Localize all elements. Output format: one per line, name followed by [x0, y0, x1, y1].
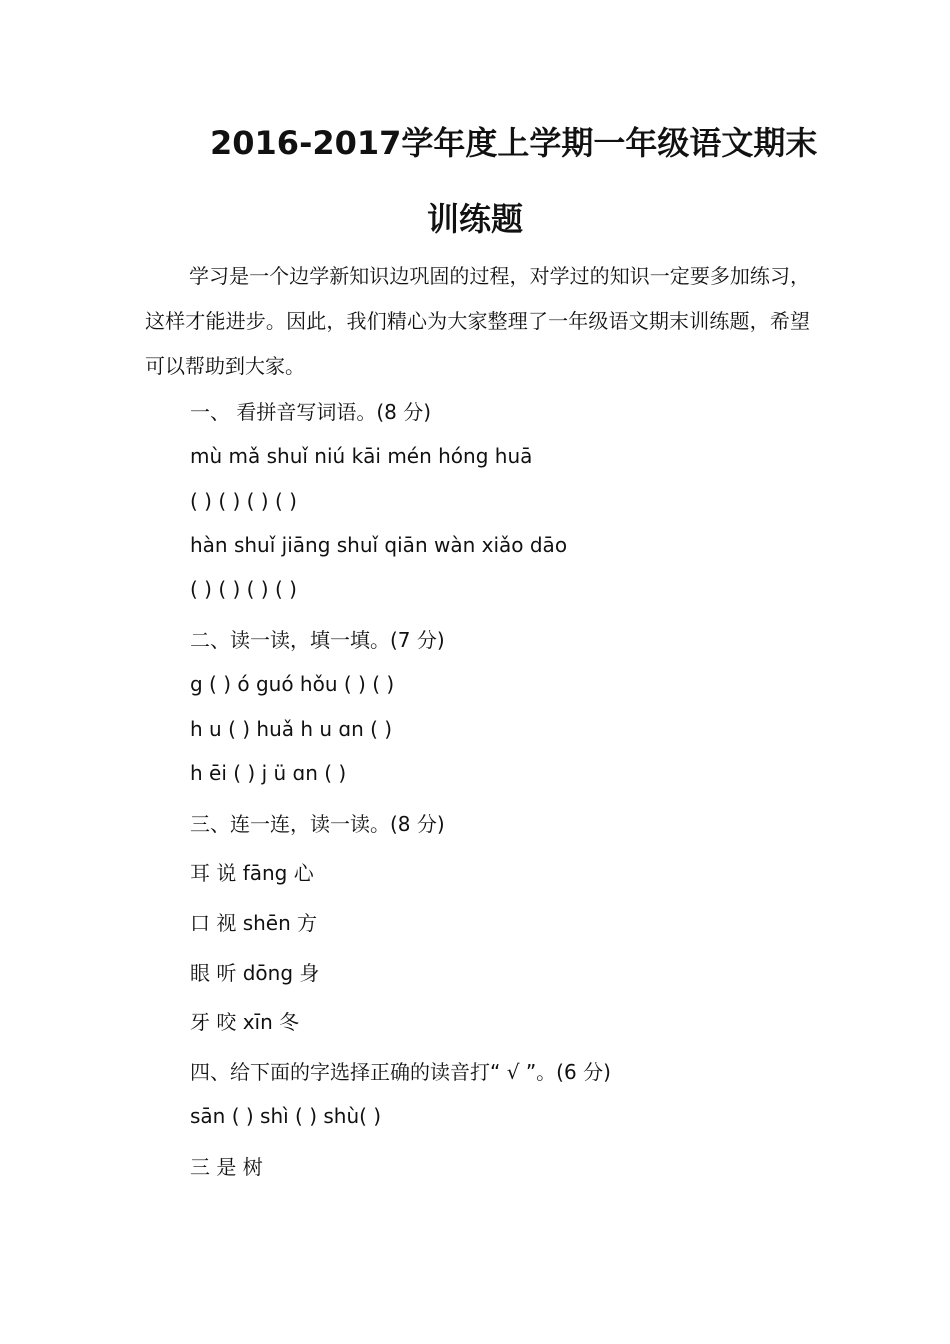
pinyin-line: hàn shuǐ jiāng shuǐ qiān wàn xiǎo dāo [190, 533, 568, 557]
section-3-heading: 三、连一连，读一读。(8 分) [190, 812, 445, 836]
matching-line: 牙 咬 xīn 冬 [190, 1010, 300, 1034]
character-line: 三 是 树 [190, 1155, 263, 1179]
section-1-heading: 一、 看拼音写词语。(8 分) [190, 400, 432, 424]
section-4-heading: 四、给下面的字选择正确的读音打“ √ ”。(6 分) [190, 1060, 611, 1084]
exercise-line: g ( ) ó guó hǒu ( ) ( ) [190, 672, 395, 696]
pinyin-line: mù mǎ shuǐ niú kāi mén hóng huā [190, 444, 533, 468]
matching-line: 眼 听 dōng 身 [190, 961, 320, 985]
section-2-heading: 二、读一读，填一填。(7 分) [190, 628, 445, 652]
document-title-line-2: 训练题 [426, 200, 523, 238]
blank-line: ( ) ( ) ( ) ( ) [190, 489, 297, 513]
document-title-line-1: 2016-2017学年度上学期一年级语文期末 [210, 124, 818, 162]
exercise-line: h ēi ( ) j ü ɑn ( ) [190, 761, 347, 785]
blank-line: ( ) ( ) ( ) ( ) [190, 577, 297, 601]
matching-line: 口 视 shēn 方 [190, 911, 318, 935]
exercise-line: h u ( ) huǎ h u ɑn ( ) [190, 717, 393, 741]
matching-line: 耳 说 fāng 心 [190, 861, 314, 885]
pinyin-line: sān ( ) shì ( ) shù( ) [190, 1104, 382, 1128]
intro-paragraph: 学习是一个边学新知识边巩固的过程，对学过的知识一定要多加练习，这样才能进步。因此，我们精心为大家整理了一年级语文期末训练题，希望可以帮助到大家。 [145, 264, 810, 378]
